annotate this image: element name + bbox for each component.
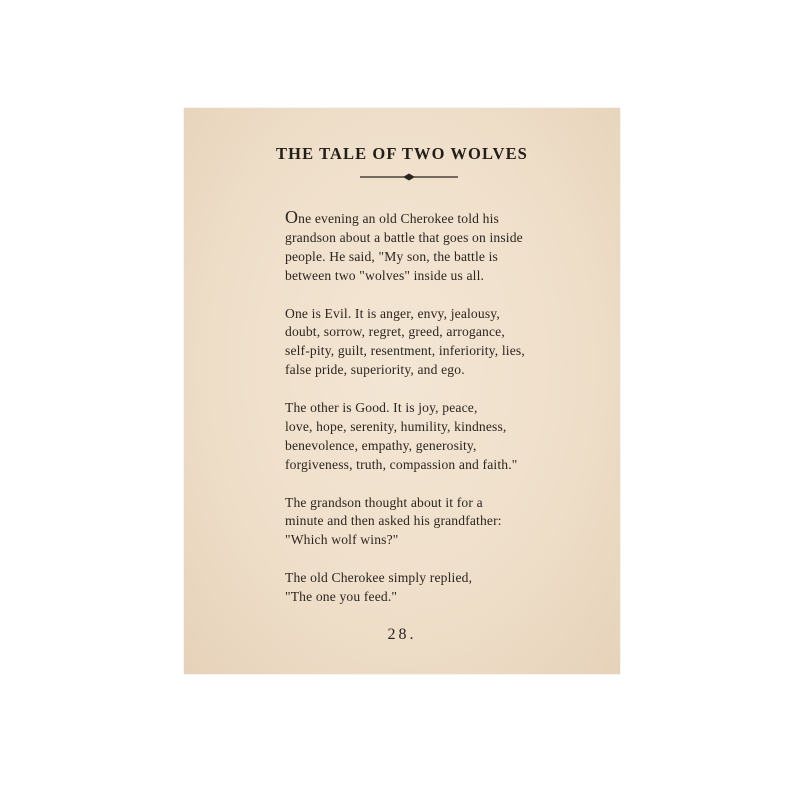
text-line: benevolence, empathy, generosity, — [285, 437, 477, 453]
text-line: The old Cherokee simply replied, — [285, 570, 473, 586]
text-line: minute and then asked his grandfather: — [285, 513, 502, 529]
text-line: doubt, sorrow, regret, greed, arrogance, — [285, 324, 505, 340]
text-line: "Which wolf wins?" — [285, 532, 399, 548]
paragraph-1 — [285, 208, 585, 286]
text-line: forgiveness, truth, compassion and faith." — [285, 456, 518, 472]
text-line: love, hope, serenity, humility, kindness, — [285, 418, 507, 434]
text-line: "The one you feed." — [285, 589, 398, 605]
first-line-rest: ne evening an old Cherokee told his — [298, 211, 499, 226]
text-line: grandson about a battle that goes on inside — [285, 229, 523, 245]
paragraph-5 — [285, 569, 585, 607]
text-line: false pride, superiority, and ego. — [285, 362, 465, 378]
text-line: self-pity, guilt, resentment, inferiority, lies, — [285, 343, 525, 359]
text-line: The grandson thought about it for a — [285, 494, 483, 510]
text-line — [285, 208, 585, 229]
story-body — [285, 208, 585, 626]
text-line: One is Evil. It is anger, envy, jealousy, — [285, 305, 500, 321]
page-title: THE TALE OF TWO WOLVES — [276, 144, 528, 163]
drop-cap: O — [285, 207, 299, 227]
text-line: The other is Good. It is joy, peace, — [285, 400, 478, 416]
book-page — [184, 108, 620, 674]
text-line: people. He said, "My son, the battle is — [285, 248, 499, 264]
paragraph-4 — [285, 494, 585, 551]
ornament-divider-icon — [360, 172, 458, 182]
paragraph-2 — [285, 305, 585, 381]
page-number: 28. — [387, 626, 417, 643]
text-line: between two "wolves" inside us all. — [285, 267, 485, 283]
paragraph-3 — [285, 399, 585, 475]
